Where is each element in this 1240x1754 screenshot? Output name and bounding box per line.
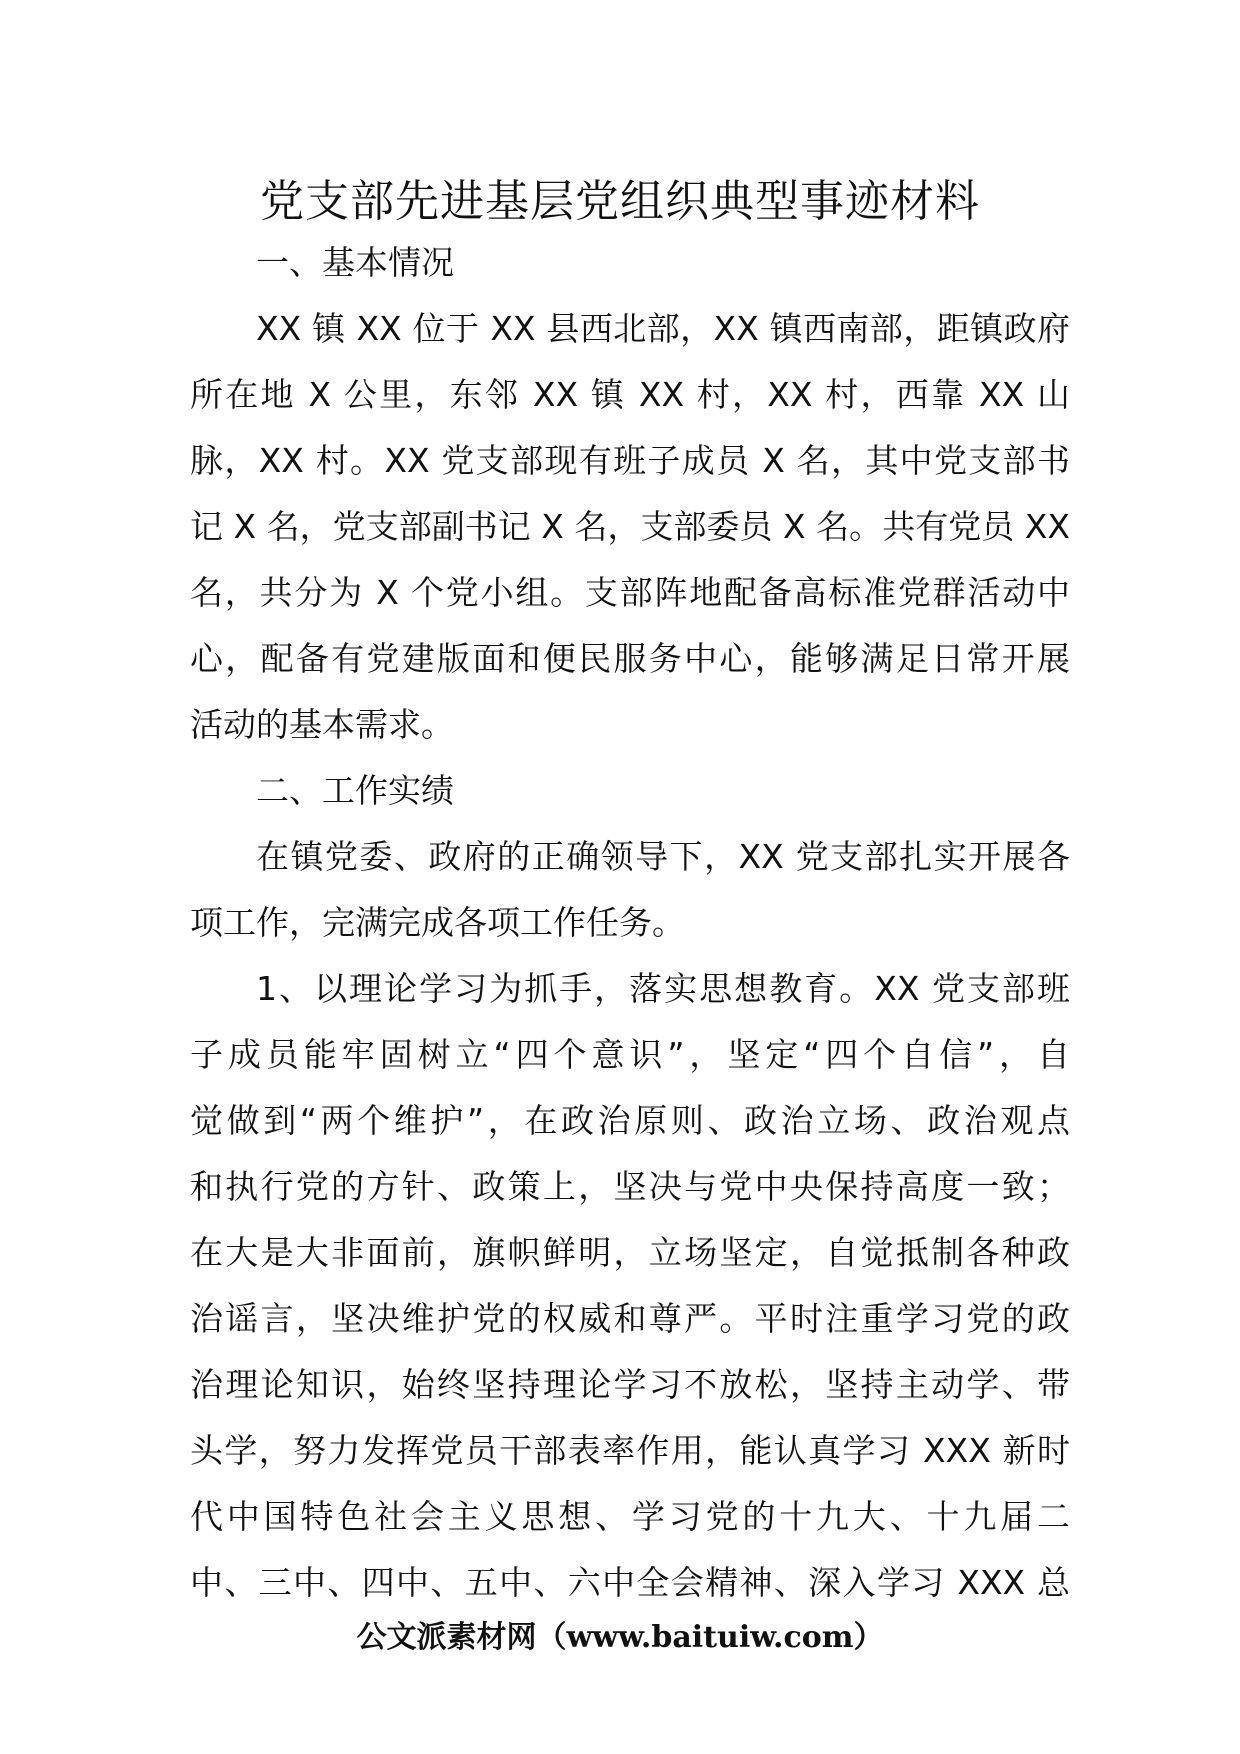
paragraph-line: 和执行党的方针、政策上，坚决与党中央保持高度一致； [190, 1167, 1070, 1206]
paragraph-line: 治谣言，坚决维护党的权威和尊严。平时注重学习党的政 [190, 1299, 1070, 1338]
section-heading-basic-info: 一、基本情况 [256, 243, 454, 282]
paragraph-line: 在镇党委、政府的正确领导下，XX 党支部扎实开展各 [256, 837, 1070, 876]
paragraph-line: 治理论知识，始终坚持理论学习不放松，坚持主动学、带 [190, 1365, 1070, 1404]
document-title: 党支部先进基层党组织典型事迹材料 [260, 176, 980, 227]
paragraph-line: XX 镇 XX 位于 XX 县西北部，XX 镇西南部，距镇政府 [256, 309, 1070, 348]
paragraph-line: 代中国特色社会主义思想、学习党的十九大、十九届二 [190, 1497, 1070, 1536]
paragraph-line: 觉做到“两个维护”，在政治原则、政治立场、政治观点 [190, 1101, 1070, 1140]
paragraph-line: 活动的基本需求。 [190, 705, 454, 744]
section-heading-achievements: 二、工作实绩 [256, 771, 454, 810]
paragraph-line: 所在地 X 公里，东邻 XX 镇 XX 村，XX 村，西靠 XX 山 [190, 375, 1070, 414]
paragraph-line: 1、以理论学习为抓手，落实思想教育。XX 党支部班 [256, 969, 1070, 1008]
paragraph-line: 子成员能牢固树立“四个意识”，坚定“四个自信”，自 [190, 1035, 1070, 1074]
footer-watermark: 公文派素材网（www.baituiw.com） [356, 1620, 884, 1655]
paragraph-line: 头学，努力发挥党员干部表率作用，能认真学习 XXX 新时 [190, 1431, 1070, 1470]
paragraph-line: 名，共分为 X 个党小组。支部阵地配备高标准党群活动中 [190, 573, 1070, 612]
paragraph-line: 脉，XX 村。XX 党支部现有班子成员 X 名，其中党支部书 [190, 441, 1070, 480]
paragraph-line: 记 X 名，党支部副书记 X 名，支部委员 X 名。共有党员 XX [190, 507, 1070, 546]
paragraph-line: 在大是大非面前，旗帜鲜明，立场坚定，自觉抵制各种政 [190, 1233, 1070, 1272]
paragraph-line: 项工作，完满完成各项工作任务。 [190, 903, 685, 942]
paragraph-line: 心，配备有党建版面和便民服务中心，能够满足日常开展 [190, 639, 1070, 678]
paragraph-line: 中、三中、四中、五中、六中全会精神、深入学习 XXX 总 [190, 1563, 1070, 1602]
